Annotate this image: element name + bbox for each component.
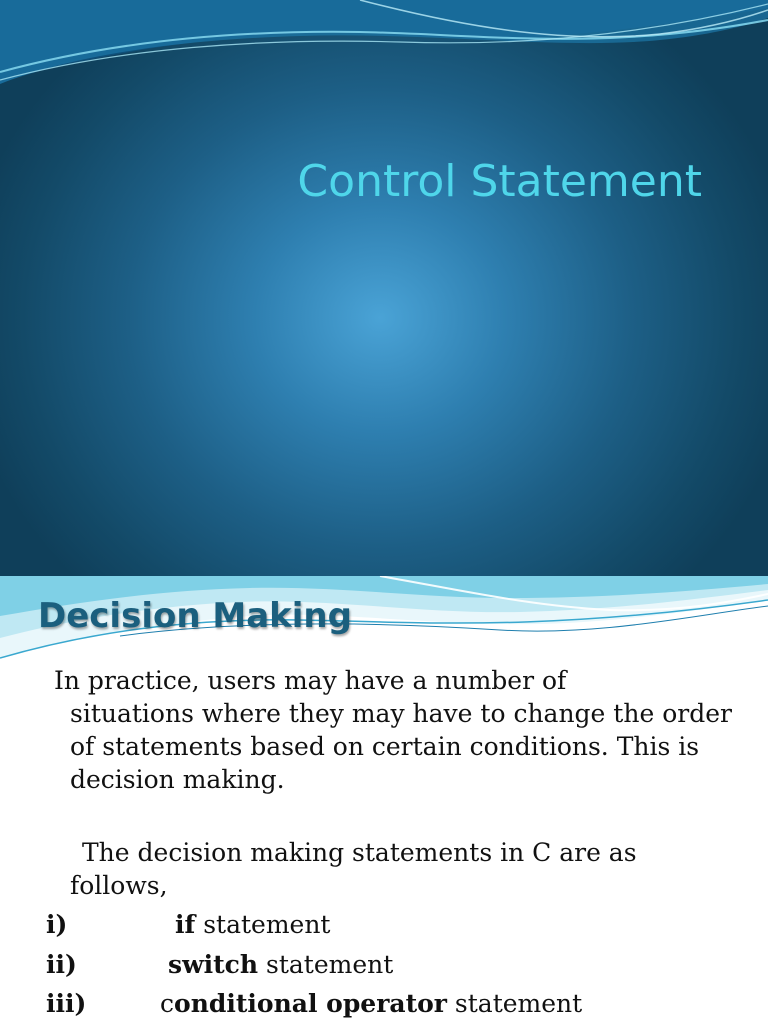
list-keyword: onditional operator: [174, 989, 447, 1018]
content-slide: [0, 576, 768, 1024]
paragraph-first-line: The decision making statements in C are as: [82, 838, 637, 867]
slide-title: Control Statement: [297, 156, 702, 207]
paragraph-rest: follows,: [70, 871, 168, 900]
list-number: i): [46, 910, 68, 939]
list-suffix: statement: [258, 950, 394, 979]
intro-paragraph: [54, 664, 744, 796]
list-intro-paragraph: [54, 836, 744, 902]
list-suffix: statement: [446, 989, 583, 1018]
slide-title: Decision Making: [38, 596, 352, 636]
paragraph-rest: situations where they may have to change the order of statements based on certain conditions. This is decision making.: [70, 699, 732, 794]
list-number: ii): [46, 950, 77, 979]
list-item: [46, 948, 393, 981]
list-item: [46, 987, 582, 1020]
paragraph-first-line: In practice, users may have a number of: [54, 666, 567, 695]
list-keyword: switch: [168, 950, 259, 979]
list-number: iii): [46, 989, 87, 1018]
list-keyword: if: [175, 910, 196, 939]
wave-decoration: [0, 0, 768, 120]
list-prefix: c: [160, 989, 175, 1018]
list-item: [46, 908, 330, 941]
list-suffix: statement: [195, 910, 331, 939]
